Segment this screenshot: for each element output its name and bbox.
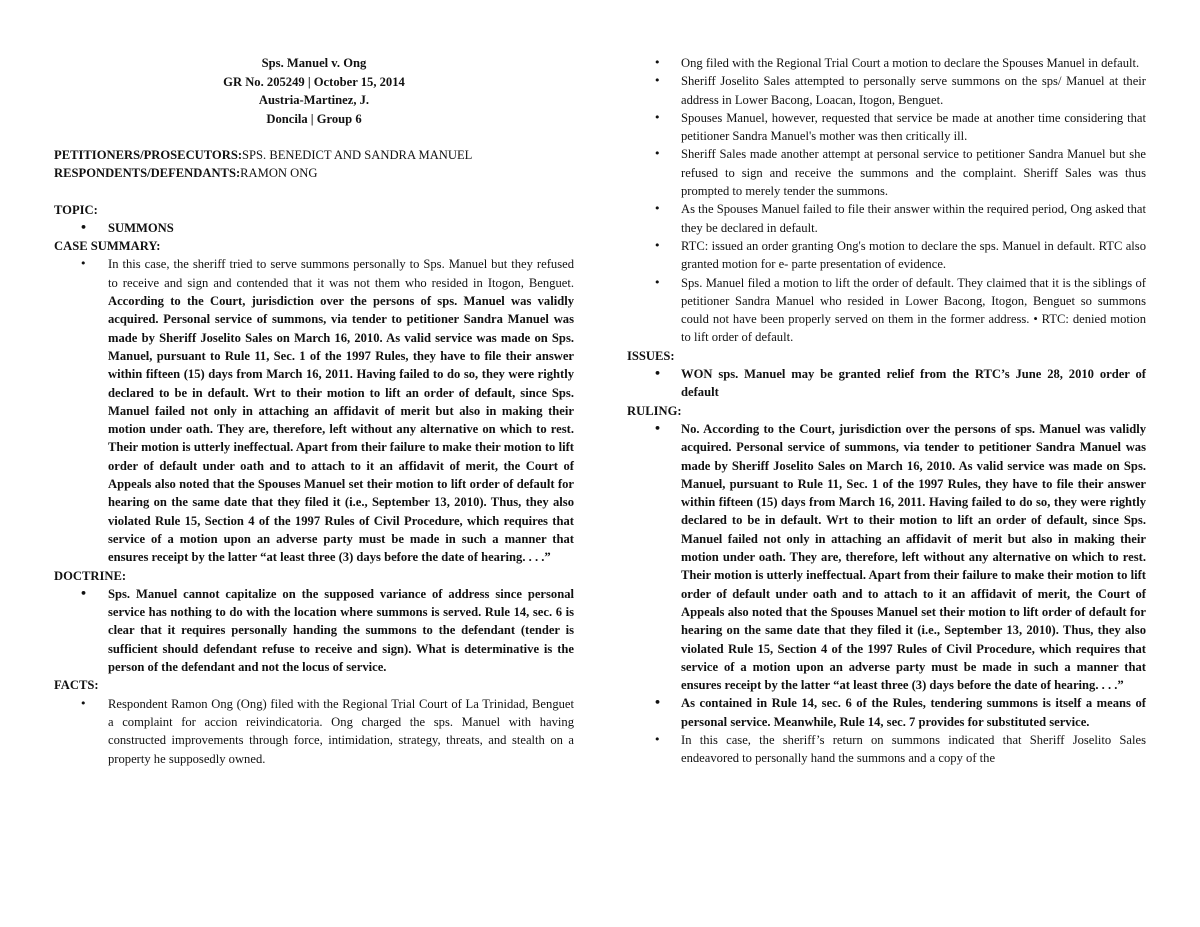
respondents-line: [54, 164, 574, 182]
issue-item: • WON sps. Manuel may be granted relief from the RTC’s June 28, 2010 order of default: [627, 365, 1146, 402]
left-column: [54, 54, 574, 768]
facts-item: • Sheriff Sales made another attempt at personal service to petitioner Sandra Manuel but she refused to sign and receive the summons and the complaint. Sheriff Sales was thus prompted to merely tender the summons.: [627, 145, 1146, 200]
facts-item: • Respondent Ramon Ong (Ong) filed with the Regional Trial Court of La Trinidad, Benguet a complaint for accion reivindicatoria. Ong charged the sps. Manuel with having constructed improvements through force, intimidation, strategy, threats, and stealth on a property he supposedly owned.: [54, 695, 574, 768]
case-summary-bold: According to the Court, jurisdiction over the persons of sps. Manuel was validly acquired. Personal service of summons, via tender to petitioner Sandra Manuel was made by Sheriff Joselito Sales on March 16, 2010. As valid service was made on Sps. Manuel, pursuant to Rule 11, Sec. 1 of the 1997 Rules, they have to file their answer within fifteen (15) days from March 16, 2011. Having failed to do so, they were rightly declared to be in default. Wrt to their motion to lift an order of default, since Sps. Manuel failed not only in attaching an affidavit of merit but also in making their motion under oath. They are, therefore, left without any alternative on which to rest. Their motion is utterly ineffectual. Apart from their failure to make their motion to lift order of default under oath and to attach to it an affidavit of merit, the Court of Appeals also noted that the Spouses Manuel set their motion to lift order of default for hearing on the same date that they filed it (i.e., September 13, 2010). Thus, they also violated Rule 15, Section 4 of the 1997 Rules of Civil Procedure, which requires that service of a motion upon an adverse party must be made in such a manner that ensures receipt by the latter “at least three (3) days before the date of hearing. . . .”: [108, 294, 574, 565]
topic-heading: TOPIC:: [54, 202, 98, 217]
facts-item: • Sheriff Joselito Sales attempted to personally serve summons on the sps/ Manuel at their address in Lower Bacong, Loacan, Itogon, Benguet.: [627, 72, 1146, 109]
respondents-value: RAMON ONG: [240, 166, 318, 181]
issues-list: [627, 365, 1146, 402]
facts-heading: FACTS:: [54, 678, 99, 693]
doctrine-item: • Sps. Manuel cannot capitalize on the supposed variance of address since personal service has nothing to do with the location where summons is served. Rule 14, sec. 6 is clear that it requires personally handing the summons to the defendant (tender is sufficient should defendant refuse to receive and sign). What is determinative is the person of the defendant and not the locus of service.: [54, 585, 574, 676]
ruling-item: • No. According to the Court, jurisdiction over the persons of sps. Manuel was validly acquired. Personal service of summons, via tender to petitioner Sandra Manuel was made by Sheriff Joselito Sales on March 16, 2010. As valid service was made on Sps. Manuel, pursuant to Rule 11, Sec. 1 of the 1997 Rules, they have to file their answer within fifteen (15) days from March 16, 2011. Having failed to do so, they were rightly declared to be in default. Wrt to their motion to lift an order of default, since Sps. Manuel failed not only in attaching an affidavit of merit but also in making their motion under oath. They are, therefore, left without any alternative on which to rest. Their motion is utterly ineffectual. Apart from their failure to make their motion to lift order of default under oath and to attach to it an affidavit of merit, the Court of Appeals also noted that the Spouses Manuel set their motion to lift order of default for hearing on the same date that they filed it (i.e., September 13, 2010). Thus, they also violated Rule 15, Section 4 of the 1997 Rules of Civil Procedure, which requires that service of a motion upon an adverse party must be made in such a manner that ensures receipt by the latter “at least three (3) days before the date of hearing. . . .”: [627, 420, 1146, 694]
facts-list-right: [627, 54, 1146, 347]
case-title: Sps. Manuel v. Ong: [261, 56, 367, 70]
facts-item: • Sps. Manuel filed a motion to lift the order of default. They claimed that it is the siblings of petitioner Sandra Manuel who resided in Lower Bacong, Itogon, Benguet so summons could not have been properly served on them in the former address. • RTC: denied motion to lift order of default.: [627, 274, 1146, 347]
petitioners-line: [54, 146, 574, 164]
ponente: Austria-Martinez, J.: [258, 93, 370, 107]
case-summary-heading: CASE SUMMARY:: [54, 239, 161, 254]
petitioners-value: SPS. BENEDICT AND SANDRA MANUEL: [242, 148, 473, 162]
topic-list: [54, 219, 574, 237]
case-summary-plain: In this case, the sheriff tried to serve summons personally to Sps. Manuel but they refused to receive and sign and contended that it was not them who resided in Itogon, Benguet.: [108, 257, 574, 290]
ruling-item: • As contained in Rule 14, sec. 6 of the Rules, tendering summons is itself a means of personal service. Meanwhile, Rule 14, sec. 7 provides for substituted service.: [627, 694, 1146, 731]
facts-item: • As the Spouses Manuel failed to file their answer within the required period, Ong asked that they be declared in default.: [627, 200, 1146, 237]
issues-heading: ISSUES:: [627, 348, 675, 363]
facts-item: • Spouses Manuel, however, requested that service be made at another time considering that petitioner Sandra Manuel's mother was then critically ill.: [627, 109, 1146, 146]
right-column: [627, 54, 1146, 768]
case-summary-item: [54, 255, 574, 566]
parties-block: [54, 146, 574, 183]
doctrine-list: [54, 585, 574, 676]
ruling-item: • In this case, the sheriff’s return on summons indicated that Sheriff Joselito Sales endeavored to personally hand the summons and a copy of the: [627, 731, 1146, 768]
case-number: GR No. 205249 | October 15, 2014: [223, 74, 405, 89]
topic-item: • SUMMONS: [54, 219, 574, 237]
respondents-label: RESPONDENTS/DEFENDANTS:: [54, 166, 241, 181]
case-summary-list: [54, 255, 574, 566]
facts-list-left: [54, 695, 574, 768]
ruling-heading: RULING:: [627, 403, 682, 418]
case-header: [54, 54, 574, 128]
petitioners-label: PETITIONERS/PROSECUTORS:: [54, 148, 243, 162]
author-group: Doncila | Group 6: [266, 111, 362, 126]
facts-item: • RTC: issued an order granting Ong's motion to declare the sps. Manuel in default. RTC also granted motion for e- parte presentation of evidence.: [627, 237, 1146, 274]
ruling-list: [627, 420, 1146, 768]
doctrine-heading: DOCTRINE:: [54, 568, 127, 583]
facts-item: • Ong filed with the Regional Trial Court a motion to declare the Spouses Manuel in default.: [627, 54, 1146, 72]
